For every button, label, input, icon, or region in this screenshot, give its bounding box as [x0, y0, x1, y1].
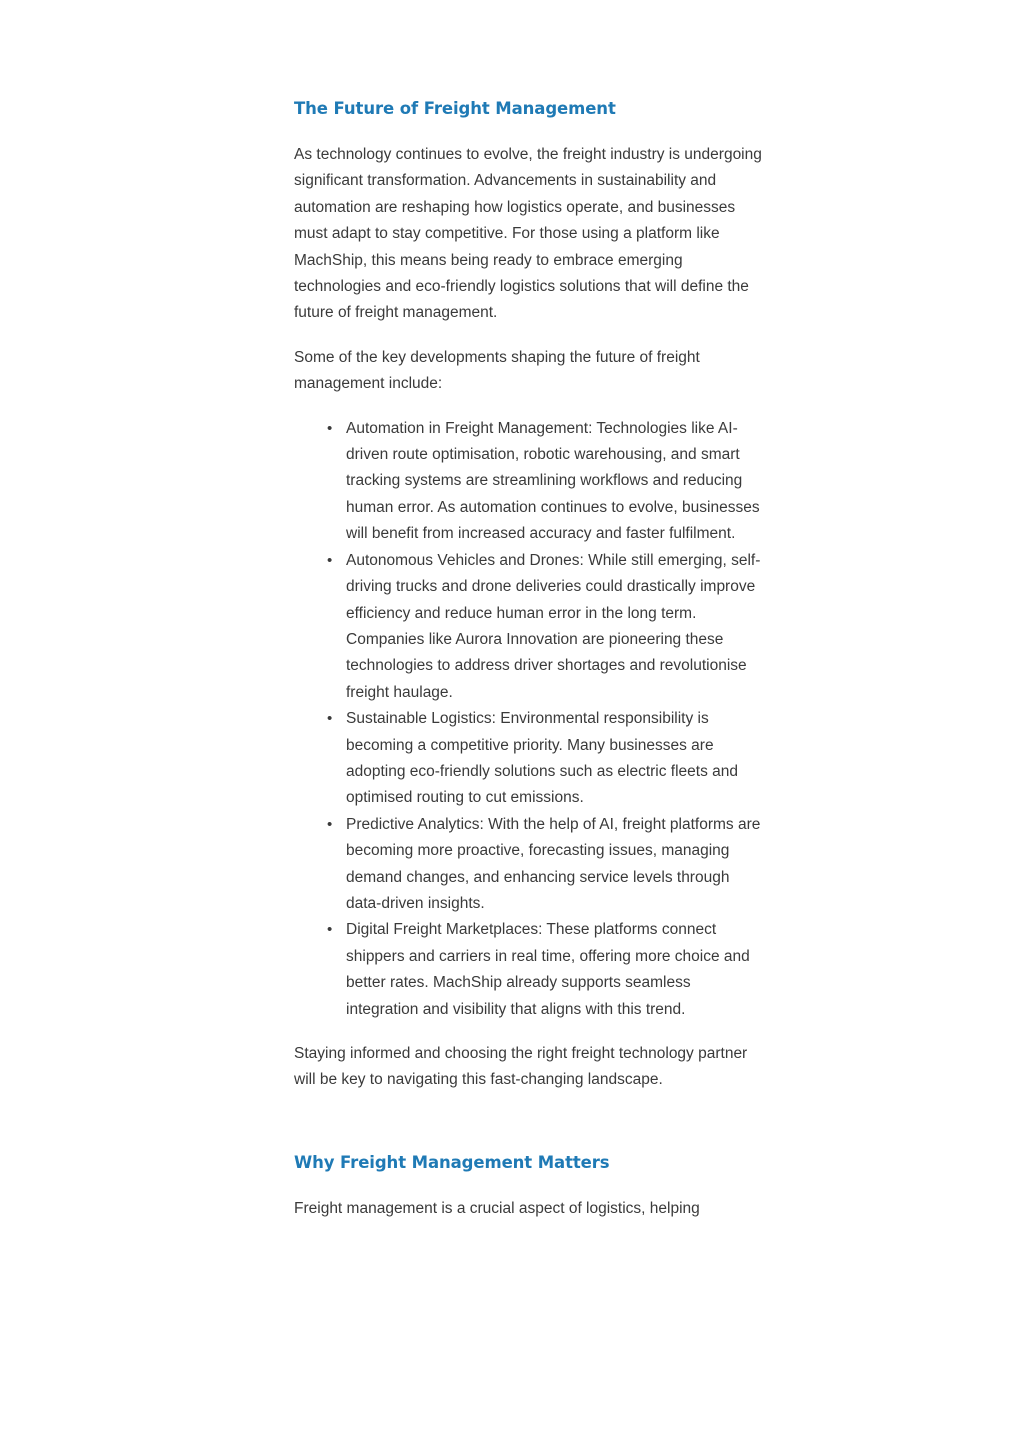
- paragraph-lead: Some of the key developments shaping the future of freight management include:: [294, 348, 700, 393]
- paragraph-closing: Staying informed and choosing the right freight technology partner will be key to navigating this fast-changing landscape.: [294, 1045, 748, 1089]
- article-body: [294, 96, 764, 1240]
- bullet-icon: •: [327, 419, 333, 437]
- list-item: [327, 706, 764, 812]
- list-item-text: Autonomous Vehicles and Drones: While still emerging, self-driving trucks and drone deliveries could drastically improve efficiency and reduce human error in the long term. Companies like Aurora Innovation are pioneering these technologies to address driver shortages and revolutionise freight haulage.: [346, 551, 761, 701]
- list-item: [327, 548, 764, 706]
- list-item-text: Predictive Analytics: With the help of AI, freight platforms are becoming more proactive, forecasting issues, managing demand changes, and enhancing service levels through data-driven insights.: [346, 815, 761, 912]
- list-item-text: Digital Freight Marketplaces: These platforms connect shippers and carriers in real time, offering more choice and better rates. MachShip already supports seamless integration and visibility that aligns with this trend.: [346, 921, 750, 1018]
- paragraph-intro: As technology continues to evolve, the freight industry is undergoing significant transformation. Advancements in sustainability and automation are reshaping how logistics operate, and businesses must adapt to stay competitive. For those using a platform like MachShip, this means being ready to embrace emerging technologies and eco-friendly logistics solutions that will define the future of freight management.: [294, 146, 762, 322]
- bullet-icon: •: [327, 921, 333, 939]
- paragraph-why-intro: Freight management is a crucial aspect of logistics, helping: [294, 1199, 700, 1217]
- list-item-text: Automation in Freight Management: Technologies like AI-driven route optimisation, robotic warehousing, and smart tracking systems are streamlining workflows and reducing human error. As automation continues to evolve, businesses will benefit from increased accuracy and faster fulfilment.: [346, 419, 760, 543]
- bullet-icon: •: [327, 815, 333, 833]
- bullet-icon: •: [327, 551, 333, 569]
- list-item: [327, 416, 764, 548]
- section-heading-why: Why Freight Management Matters: [294, 1152, 610, 1172]
- bullet-icon: •: [327, 710, 333, 728]
- list-item: [327, 812, 764, 918]
- list-item-text: Sustainable Logistics: Environmental responsibility is becoming a competitive priority. Many businesses are adopting eco-friendly solutions such as electric fleets and optimised routing to cut emissions.: [346, 710, 739, 807]
- developments-list: [294, 416, 764, 1023]
- section-heading-future: The Future of Freight Management: [294, 99, 616, 118]
- list-item: [327, 917, 764, 1023]
